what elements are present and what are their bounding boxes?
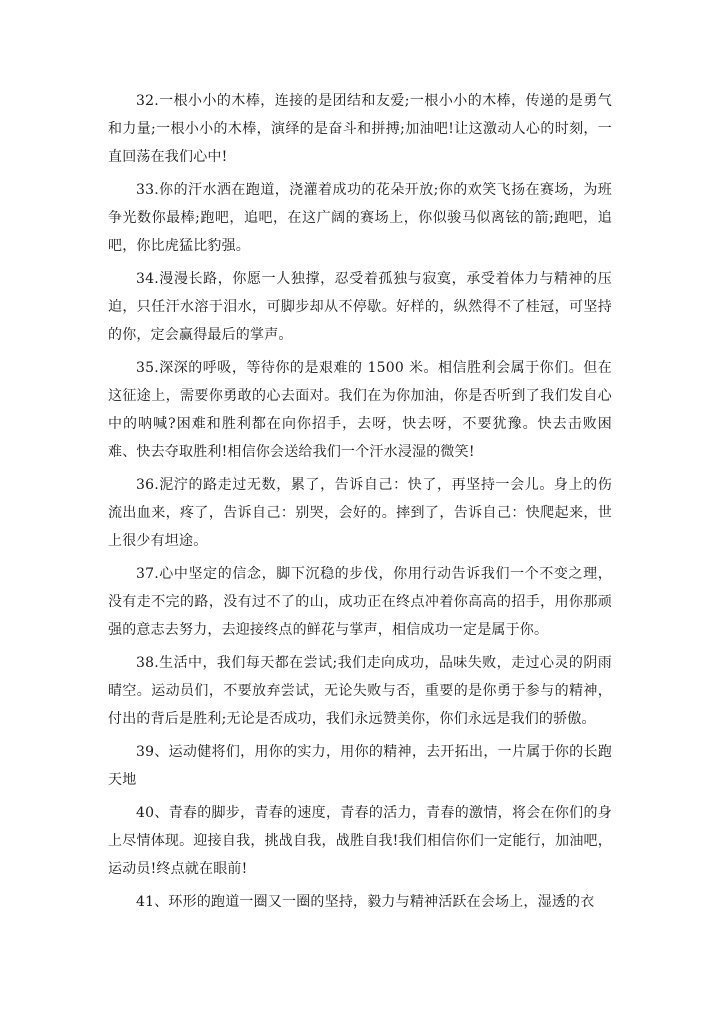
paragraph-36: 36.泥泞的路走过无数，累了，告诉自己：快了，再坚持一会儿。身上的伤流出血来，疼了，告诉自己：别哭，会好的。摔到了，告诉自己：快爬起来，世上很少有坦途。 bbox=[108, 477, 612, 549]
paragraph-34: 34.漫漫长路，你愿一人独撑，忍受着孤独与寂寞，承受着体力与精神的压迫，只任汗水溶于泪水，可脚步却从不停歇。好样的，纵然得不了桂冠，可坚持的你，定会赢得最后的掌声。 bbox=[108, 271, 612, 343]
paragraph-41: 41、环形的跑道一圈又一圈的坚持，毅力与精神活跃在会场上，湿透的衣 bbox=[136, 894, 595, 910]
paragraph-33: 33.你的汗水洒在跑道，浇灌着成功的花朵开放;你的欢笑飞扬在赛场，为班争光数你最棒;跑吧，追吧，在这广阔的赛场上，你似骏马似离铉的箭;跑吧，追吧，你比虎猛比豹强。 bbox=[108, 182, 612, 254]
paragraph-32: 32.一根小小的木棒，连接的是团结和友爱;一根小小的木棒，传递的是勇气和力量;一根小小的木棒，演绎的是奋斗和拼搏;加油吧!让这激动人心的时刻，一直回荡在我们心中! bbox=[108, 93, 612, 165]
paragraph-38: 38.生活中，我们每天都在尝试;我们走向成功，品味失败，走过心灵的阴雨晴空。运动员们，不要放弃尝试，无论失败与否，重要的是你勇于参与的精神，付出的背后是胜利;无论是否成功，我们永远赞美你，你们永远是我们的骄傲。 bbox=[108, 655, 612, 727]
paragraph-39: 39、运动健将们，用你的实力，用你的精神，去开拓出，一片属于你的长跑天地 bbox=[108, 744, 612, 788]
paragraph-35: 35.深深的呼吸，等待你的是艰难的 1500 米。相信胜利会属于你们。但在这征途上，需要你勇敢的心去面对。我们在为你加油，你是否听到了我们发自心中的呐喊?困难和胜利都在向你招手，去呀，快去呀，不要犹豫。快去击败困难、快去夺取胜利!相信你会送给我们一个汗水浸湿的微笑! bbox=[108, 360, 612, 460]
document-body bbox=[108, 87, 612, 921]
paragraph-37: 37.心中坚定的信念，脚下沉稳的步伐，你用行动告诉我们一个不变之理，没有走不完的路，没有过不了的山，成功正在终点冲着你高高的招手，用你那顽强的意志去努力，去迎接终点的鲜花与掌声，相信成功一定是属于你。 bbox=[108, 566, 612, 638]
paragraph-40: 40、青春的脚步，青春的速度，青春的活力，青春的激情，将会在你们的身上尽情体现。迎接自我，挑战自我，战胜自我!我们相信你们一定能行，加油吧，运动员!终点就在眼前! bbox=[108, 805, 612, 877]
